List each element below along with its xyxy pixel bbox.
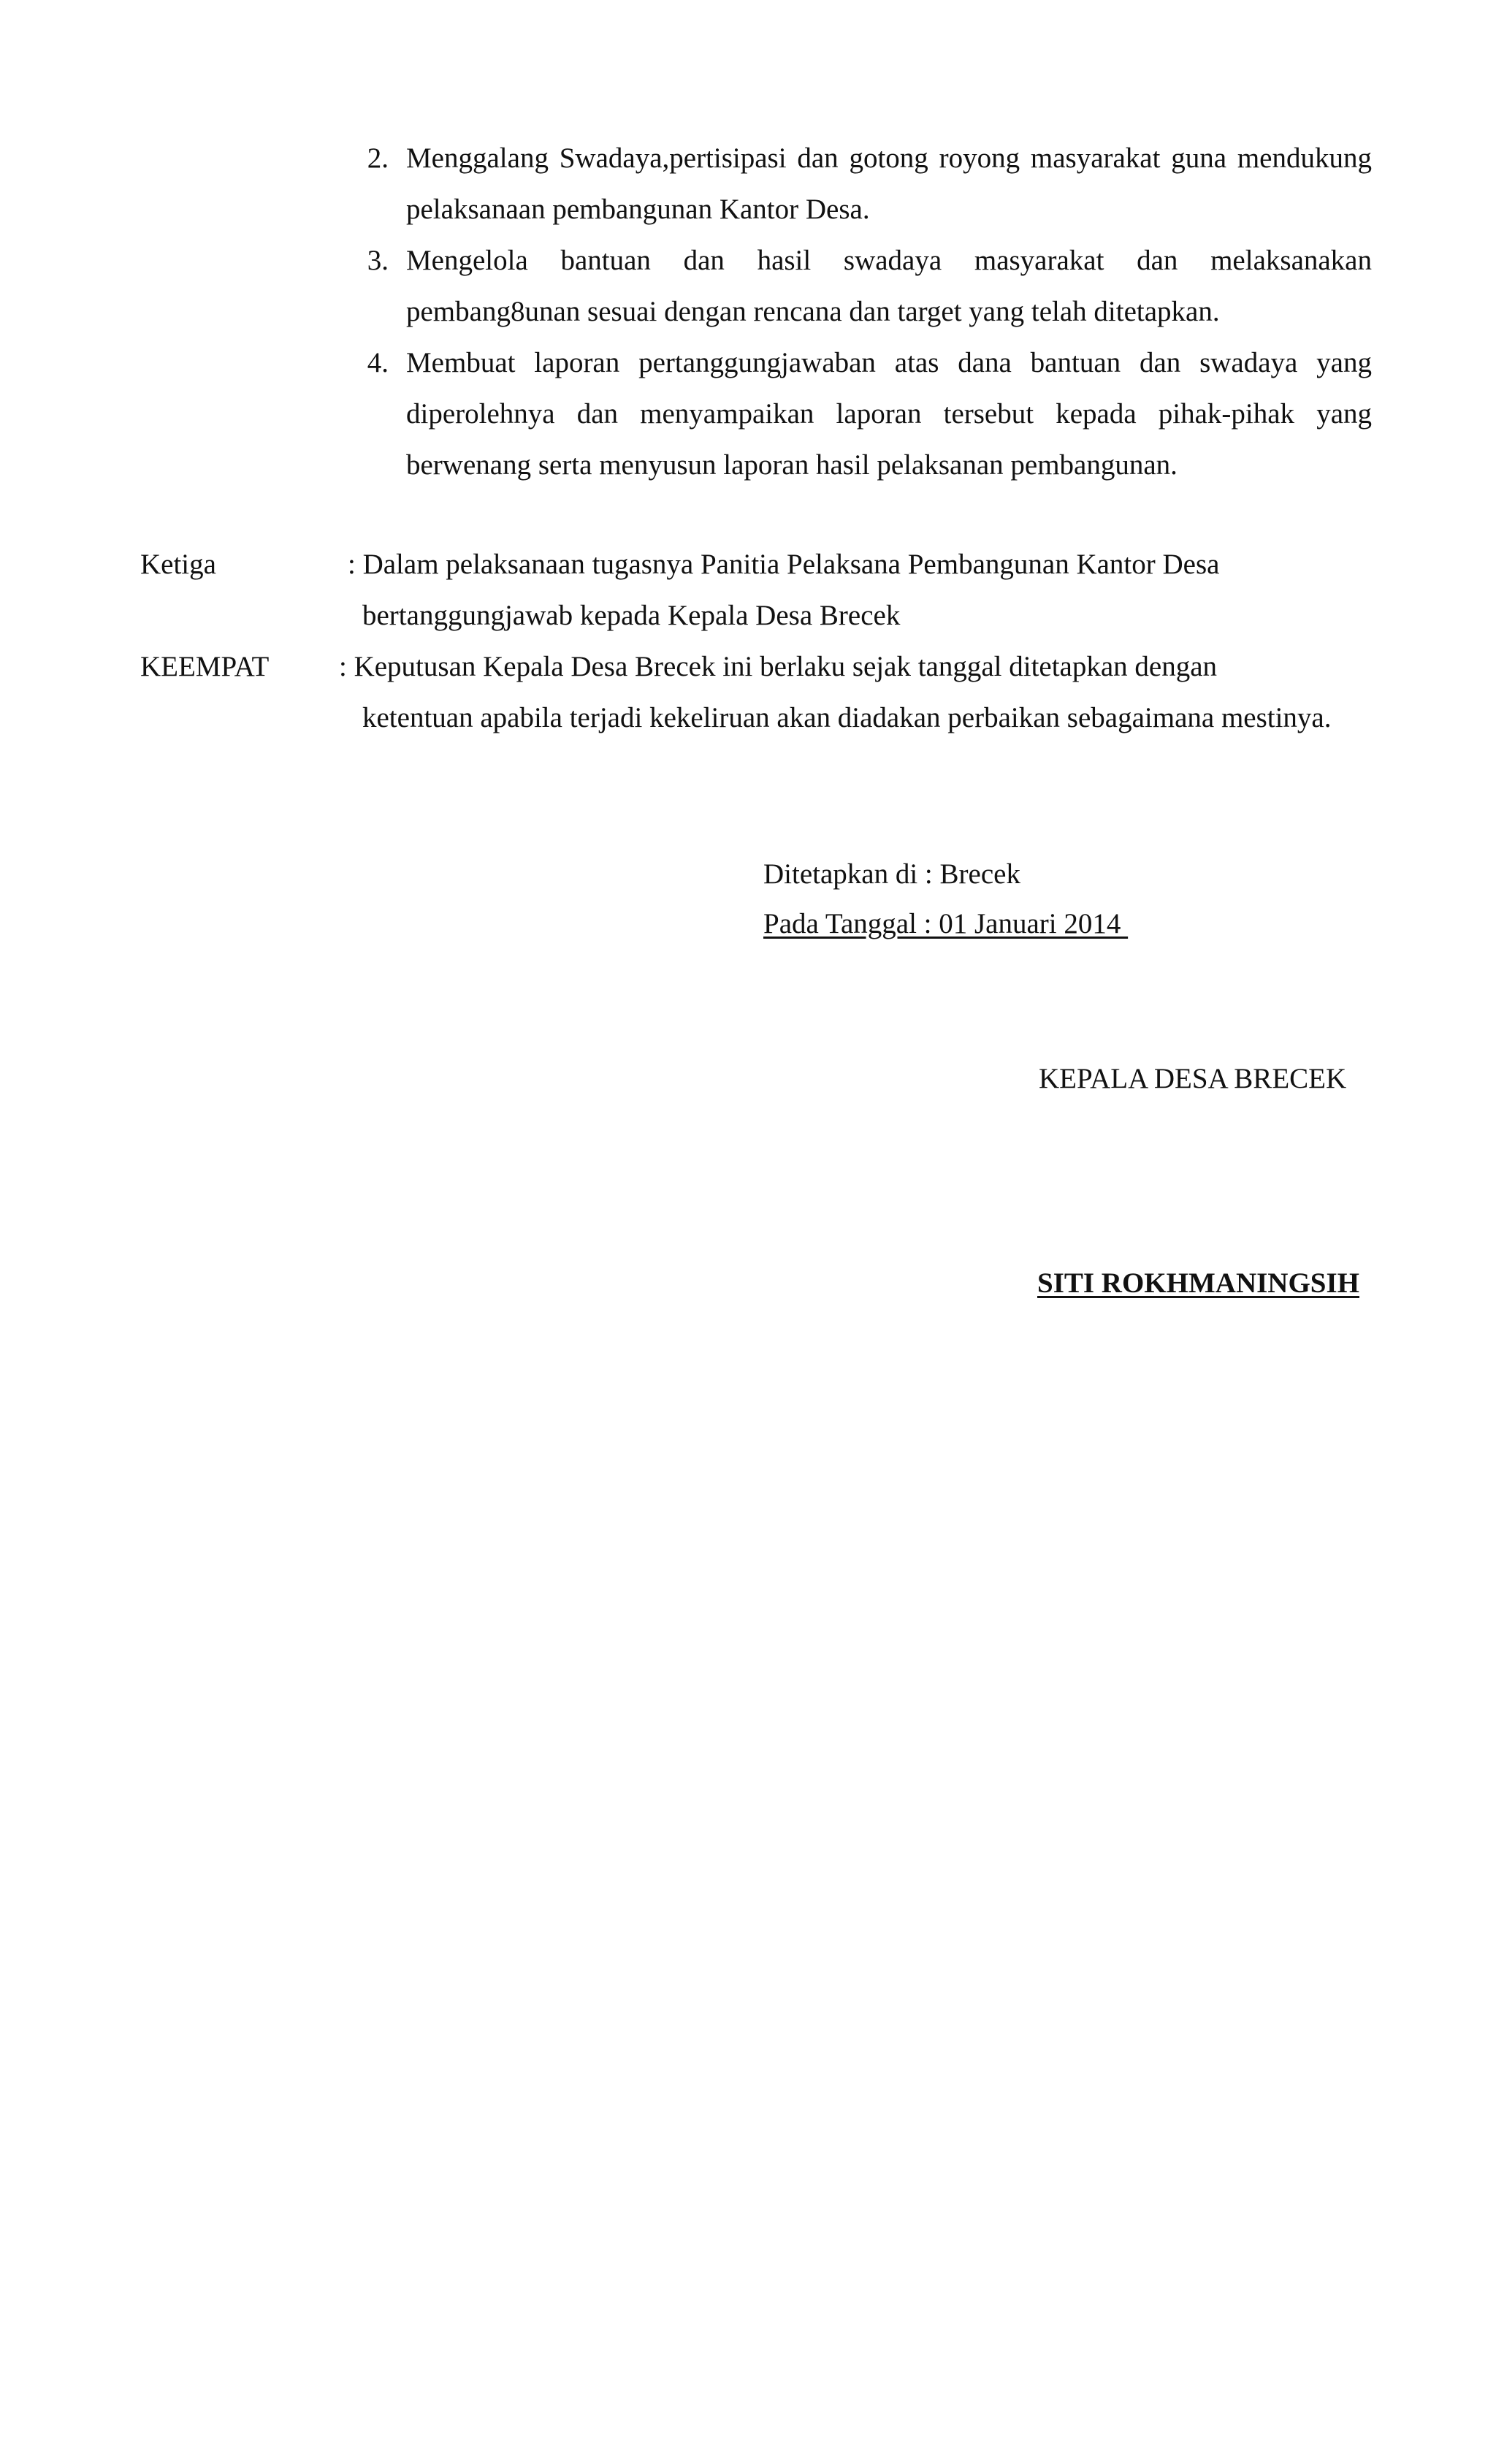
clause-line-2: bertanggungjawab kepada Kepala Desa Brecek xyxy=(362,600,901,631)
list-item xyxy=(358,235,1372,337)
list-item-text: Membuat laporan pertanggungjawaban atas dana bantuan dan swadaya yang diperolehnya dan menyampaikan laporan tersebut kepada pihak-pihak yang berwenang serta menyusun laporan hasil pelaksanan pembangunan. xyxy=(406,347,1372,481)
list-item-number: 3. xyxy=(367,245,389,276)
clause-label: Ketiga xyxy=(140,549,216,580)
clause-body xyxy=(339,641,1332,744)
list-item-number: 4. xyxy=(367,347,389,378)
task-list xyxy=(358,133,1372,491)
list-item-text: Menggalang Swadaya,pertisipasi dan gotong royong masyarakat guna mendukung pelaksanaan pembangunan Kantor Desa. xyxy=(406,142,1372,225)
clause-line-1: : Keputusan Kepala Desa Brecek ini berlaku sejak tanggal ditetapkan dengan xyxy=(339,651,1218,682)
list-item xyxy=(358,133,1372,235)
signature-title: KEPALA DESA BRECEK xyxy=(1039,1063,1347,1094)
clause-line-2: ketentuan apabila terjadi kekeliruan akan diadakan perbaikan sebagaimana mestinya. xyxy=(362,702,1332,733)
signature-place: Ditetapkan di : Brecek xyxy=(763,858,1020,890)
signatory-name: SITI ROKHMANINGSIH xyxy=(1037,1267,1359,1299)
signature-date: Pada Tanggal : 01 Januari 2014 xyxy=(763,908,1129,939)
clause-line-1: : Dalam pelaksanaan tugasnya Panitia Pelaksana Pembangunan Kantor Desa xyxy=(348,549,1220,580)
list-item-number: 2. xyxy=(367,142,389,174)
clause-body xyxy=(348,539,1219,641)
clause-label: KEEMPAT xyxy=(140,651,270,682)
list-item-text: Mengelola bantuan dan hasil swadaya masyarakat dan melaksanakan pembang8unan sesuai dengan rencana dan target yang telah ditetapkan. xyxy=(406,245,1372,327)
list-item xyxy=(358,337,1372,491)
